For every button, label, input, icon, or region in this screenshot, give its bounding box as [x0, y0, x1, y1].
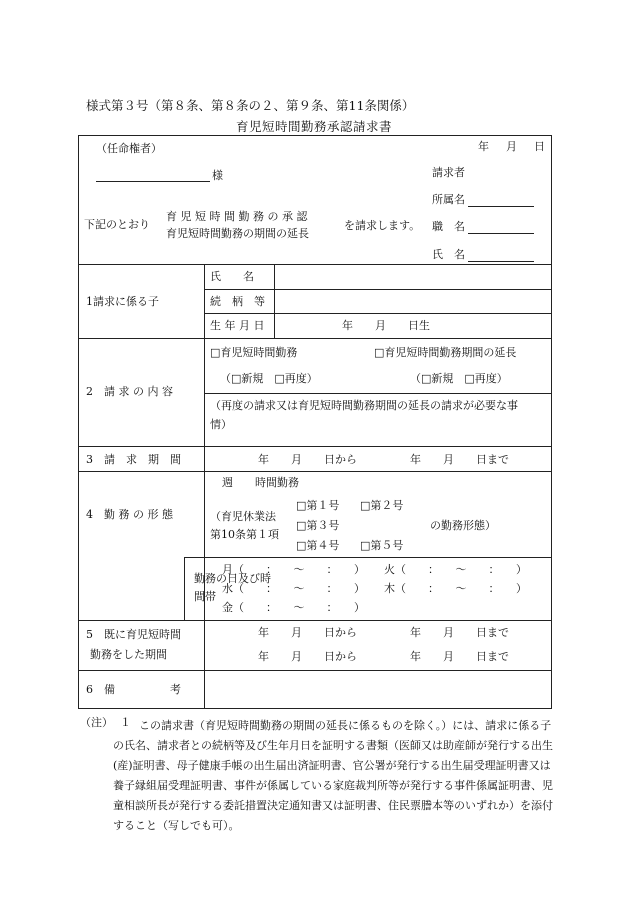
law-ref-2: 第10条第１項	[210, 528, 279, 541]
law-ref-1: （育児休業法	[210, 510, 276, 523]
page-title: 育児短時間勤務承認請求書	[236, 119, 393, 134]
request-suffix: を請求します。	[344, 219, 421, 232]
form-suffix: の勤務形態）	[430, 519, 496, 532]
form-item-5[interactable]: □第５号	[360, 539, 404, 552]
tuesday-hours[interactable]: 火（ ： ～ ： ）	[384, 563, 527, 576]
wednesday-hours[interactable]: 水（ ： ～ ： ）	[222, 582, 365, 595]
content-option-shorttime[interactable]: □育児短時間勤務	[210, 346, 298, 359]
birthdate-value: 年 月 日生	[342, 319, 430, 332]
requester-label: 請求者	[432, 166, 465, 179]
post-field[interactable]	[468, 233, 534, 234]
monday-hours[interactable]: 月（ ： ～ ： ）	[222, 563, 365, 576]
note-text: この請求書（育児短時間勤務の期間の延長に係るものを除く。）には、請求に係る子の氏名、請求者との続柄等及び生年月日を証明する書類（医師又は助産師が発行する出生(産)証明書、母子健康手帳の出生届出済証明書、官公署が発行する出生届受理証明書又は養子縁組届受理証明書、事件が係属している家庭裁判所等が発行する事件係属証明書、児童相談所長が発行する委託措置決定通知書又は証明書、住民票謄本等のいずれか）を添付すること（写しでも可）。	[113, 719, 553, 832]
note-number: １	[120, 716, 131, 729]
post-label: 職 名	[432, 220, 465, 233]
dept-label: 所属名	[432, 193, 465, 206]
sec5-label-1: 5 既に育児短時間	[86, 628, 181, 641]
appointer-name-line[interactable]	[96, 181, 210, 182]
content-option-extension[interactable]: □育児短時間勤務期間の延長	[374, 346, 517, 359]
friday-hours[interactable]: 金（ ： ～ ： ）	[222, 601, 365, 614]
request-date: 年 月 日	[478, 140, 548, 153]
note-prefix: （注）	[80, 716, 113, 729]
form-item-4[interactable]: □第４号	[296, 539, 340, 552]
appointer-label: （任命権者）	[96, 142, 162, 155]
option-approval: 育 児 短 時 間 勤 務 の 承 認	[166, 210, 308, 223]
sec6-label: 6 備 考	[86, 683, 181, 696]
content-sub-a[interactable]: （□新規 □再度）	[220, 372, 318, 385]
weekly-hours: 週 時間勤務	[222, 476, 299, 489]
birthdate-label: 生 年 月 日	[210, 319, 265, 332]
period-to: 年 月 日まで	[410, 453, 509, 466]
relation-label: 続 柄 等	[210, 295, 265, 308]
reason-text-1: （再度の請求又は育児短時間勤務期間の延長の請求が必要な事	[210, 399, 518, 412]
content-sub-b[interactable]: （□新規 □再度）	[410, 372, 508, 385]
thursday-hours[interactable]: 木（ ： ～ ： ）	[384, 582, 527, 595]
sec5-label-2: 勤務をした期間	[90, 648, 167, 661]
child-name-label: 氏 名	[210, 270, 254, 283]
past-period-2-from: 年 月 日から	[258, 650, 357, 663]
period-from: 年 月 日から	[258, 453, 357, 466]
reason-text-2: 情）	[210, 418, 232, 431]
past-period-2-to: 年 月 日まで	[410, 650, 509, 663]
form-number-label: 様式第３号（第８条、第８条の２、第９条、第11条関係）	[86, 98, 415, 113]
sec1-label: 1請求に係る子	[86, 295, 159, 308]
intro-text: 下記のとおり	[84, 218, 150, 231]
past-period-1-from: 年 月 日から	[258, 626, 357, 639]
past-period-1-to: 年 月 日まで	[410, 626, 509, 639]
sec2-label: 2 請 求 の 内 容	[86, 385, 173, 398]
name-field[interactable]	[468, 261, 534, 262]
sec3-label: 3 請 求 期 間	[86, 453, 181, 466]
form-item-2[interactable]: □第２号	[360, 499, 404, 512]
sama-label: 様	[212, 169, 223, 182]
work-days-label-2: 間帯	[194, 590, 216, 603]
form-item-1[interactable]: □第１号	[296, 499, 340, 512]
option-extension: 育児短時間勤務の期間の延長	[166, 227, 309, 240]
dept-field[interactable]	[468, 206, 534, 207]
name-label: 氏 名	[432, 248, 465, 261]
work-days-label-1: 勤務の日及び時	[194, 572, 271, 585]
form-item-3[interactable]: □第３号	[296, 519, 340, 532]
sec4-label: 4 勤 務 の 形 態	[86, 508, 173, 521]
